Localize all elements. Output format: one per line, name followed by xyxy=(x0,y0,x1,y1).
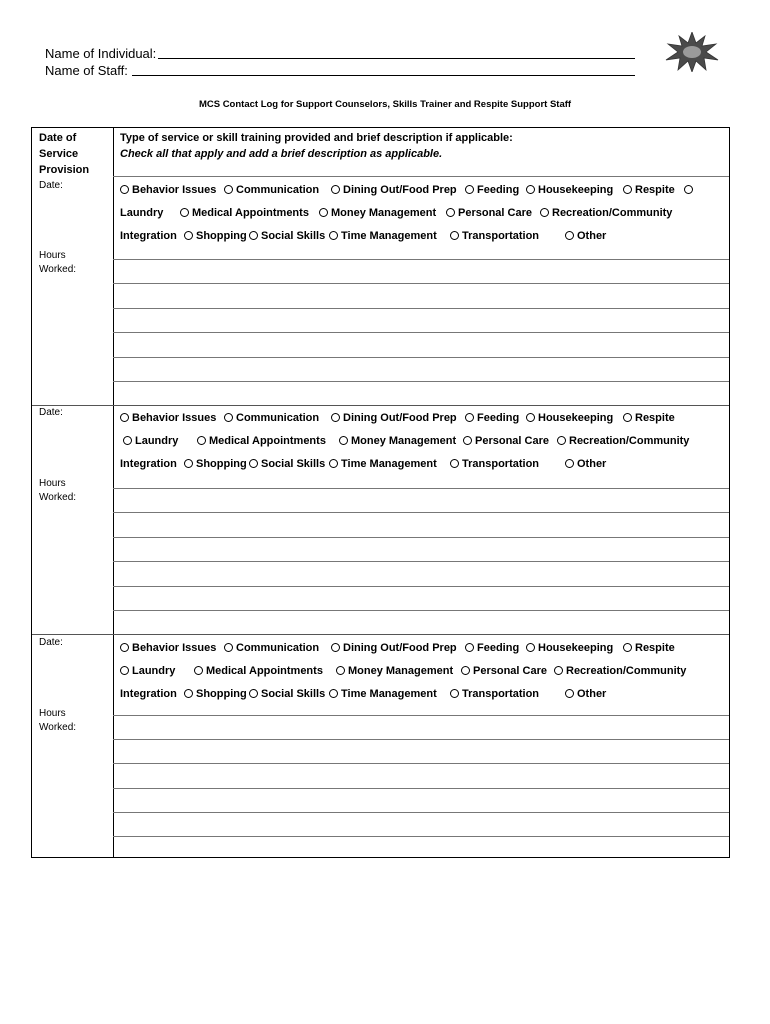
individual-name-label: Name of Individual: xyxy=(45,46,157,61)
checkbox-communication-3[interactable]: Communication xyxy=(224,641,319,655)
checkbox-shopping-2[interactable]: Shopping xyxy=(184,457,247,471)
checkbox-recreation-1[interactable]: Recreation/Community xyxy=(540,206,672,220)
hours-worked-label-2: Hours Worked: xyxy=(39,478,77,503)
integration-label-1: Integration xyxy=(120,230,177,242)
individual-name-field xyxy=(45,46,156,61)
checkbox-money-2[interactable]: Money Management xyxy=(339,434,456,448)
checkbox-social-3[interactable]: Social Skills xyxy=(249,687,325,701)
checkbox-transportation-1[interactable]: Transportation xyxy=(450,229,539,243)
date-label-3: Date: xyxy=(39,637,63,648)
checkbox-transportation-3[interactable]: Transportation xyxy=(450,687,539,701)
block-divider xyxy=(32,405,729,406)
individual-name-underline[interactable] xyxy=(158,58,635,59)
checkbox-communication-2[interactable]: Communication xyxy=(224,411,319,425)
checkbox-medical-3[interactable]: Medical Appointments xyxy=(194,664,323,678)
service-column-header: Type of service or skill training provided and brief description if applicable: Check all that apply and add a brief description as applicable. xyxy=(120,132,513,160)
staff-name-field xyxy=(45,63,128,78)
checkbox-respite-1[interactable]: Respite xyxy=(623,183,675,197)
checkbox-medical-1[interactable]: Medical Appointments xyxy=(180,206,309,220)
checkbox-money-3[interactable]: Money Management xyxy=(336,664,453,678)
description-line[interactable] xyxy=(113,836,729,837)
description-line[interactable] xyxy=(113,788,729,789)
checkbox-behavior-3[interactable]: Behavior Issues xyxy=(120,641,216,655)
description-line[interactable] xyxy=(113,739,729,740)
checkbox-transportation-2[interactable]: Transportation xyxy=(450,457,539,471)
integration-label-3: Integration xyxy=(120,688,177,700)
checkbox-feeding-3[interactable]: Feeding xyxy=(465,641,519,655)
checkbox-other-1[interactable]: Other xyxy=(565,229,606,243)
checkbox-personal-1[interactable]: Personal Care xyxy=(446,206,532,220)
checkbox-behavior-1[interactable]: Behavior Issues xyxy=(120,183,216,197)
description-line[interactable] xyxy=(113,812,729,813)
checkbox-other-2[interactable]: Other xyxy=(565,457,606,471)
checkbox-laundry-3[interactable]: Laundry xyxy=(120,664,175,678)
checkbox-feeding-1[interactable]: Feeding xyxy=(465,183,519,197)
checkbox-shopping-3[interactable]: Shopping xyxy=(184,687,247,701)
staff-name-label: Name of Staff: xyxy=(45,63,128,78)
checkbox-feeding-2[interactable]: Feeding xyxy=(465,411,519,425)
description-line[interactable] xyxy=(113,561,729,562)
checkbox-time-2[interactable]: Time Management xyxy=(329,457,437,471)
checkbox-dining-3[interactable]: Dining Out/Food Prep xyxy=(331,641,457,655)
description-line[interactable] xyxy=(113,488,729,489)
date-column-header: Date of Service Provision xyxy=(39,132,90,176)
checkbox-other-3[interactable]: Other xyxy=(565,687,606,701)
checkbox-recreation-2[interactable]: Recreation/Community xyxy=(557,434,689,448)
description-line[interactable] xyxy=(113,332,729,333)
checkbox-respite-2[interactable]: Respite xyxy=(623,411,675,425)
description-line[interactable] xyxy=(113,586,729,587)
description-line[interactable] xyxy=(113,259,729,260)
description-line[interactable] xyxy=(113,381,729,382)
description-line[interactable] xyxy=(113,715,729,716)
checkbox-behavior-2[interactable]: Behavior Issues xyxy=(120,411,216,425)
checkbox-laundry-2[interactable]: Laundry xyxy=(123,434,178,448)
checkbox-money-1[interactable]: Money Management xyxy=(319,206,436,220)
document-title: MCS Contact Log for Support Counselors, Skills Trainer and Respite Support Staff xyxy=(198,99,572,110)
checkbox-dining-1[interactable]: Dining Out/Food Prep xyxy=(331,183,457,197)
checkbox-time-3[interactable]: Time Management xyxy=(329,687,437,701)
checkbox-personal-3[interactable]: Personal Care xyxy=(461,664,547,678)
hours-worked-label-1: Hours Worked: xyxy=(39,250,77,275)
date-label-1: Date: xyxy=(39,180,63,191)
checkbox-social-1[interactable]: Social Skills xyxy=(249,229,325,243)
checkbox-laundry-1[interactable] xyxy=(684,183,696,197)
checkbox-recreation-3[interactable]: Recreation/Community xyxy=(554,664,686,678)
checkbox-laundry-label-1: Laundry xyxy=(120,207,164,219)
description-line[interactable] xyxy=(113,537,729,538)
header-divider xyxy=(113,176,729,177)
checkbox-housekeeping-1[interactable]: Housekeeping xyxy=(526,183,613,197)
description-line[interactable] xyxy=(113,763,729,764)
staff-name-underline[interactable] xyxy=(132,75,635,76)
hours-worked-label-3: Hours Worked: xyxy=(39,708,77,733)
contact-log-table xyxy=(31,127,730,858)
checkbox-communication-1[interactable]: Communication xyxy=(224,183,319,197)
description-line[interactable] xyxy=(113,512,729,513)
checkbox-respite-3[interactable]: Respite xyxy=(623,641,675,655)
checkbox-social-2[interactable]: Social Skills xyxy=(249,457,325,471)
checkbox-time-1[interactable]: Time Management xyxy=(329,229,437,243)
block-divider xyxy=(32,634,729,635)
star-logo-icon xyxy=(664,32,720,72)
checkbox-housekeeping-3[interactable]: Housekeeping xyxy=(526,641,613,655)
checkbox-dining-2[interactable]: Dining Out/Food Prep xyxy=(331,411,457,425)
description-line[interactable] xyxy=(113,283,729,284)
checkbox-shopping-1[interactable]: Shopping xyxy=(184,229,247,243)
column-divider xyxy=(113,128,114,857)
checkbox-housekeeping-2[interactable]: Housekeeping xyxy=(526,411,613,425)
integration-label-2: Integration xyxy=(120,458,177,470)
date-label-2: Date: xyxy=(39,407,63,418)
description-line[interactable] xyxy=(113,610,729,611)
checkbox-personal-2[interactable]: Personal Care xyxy=(463,434,549,448)
checkbox-medical-2[interactable]: Medical Appointments xyxy=(197,434,326,448)
description-line[interactable] xyxy=(113,357,729,358)
description-line[interactable] xyxy=(113,308,729,309)
